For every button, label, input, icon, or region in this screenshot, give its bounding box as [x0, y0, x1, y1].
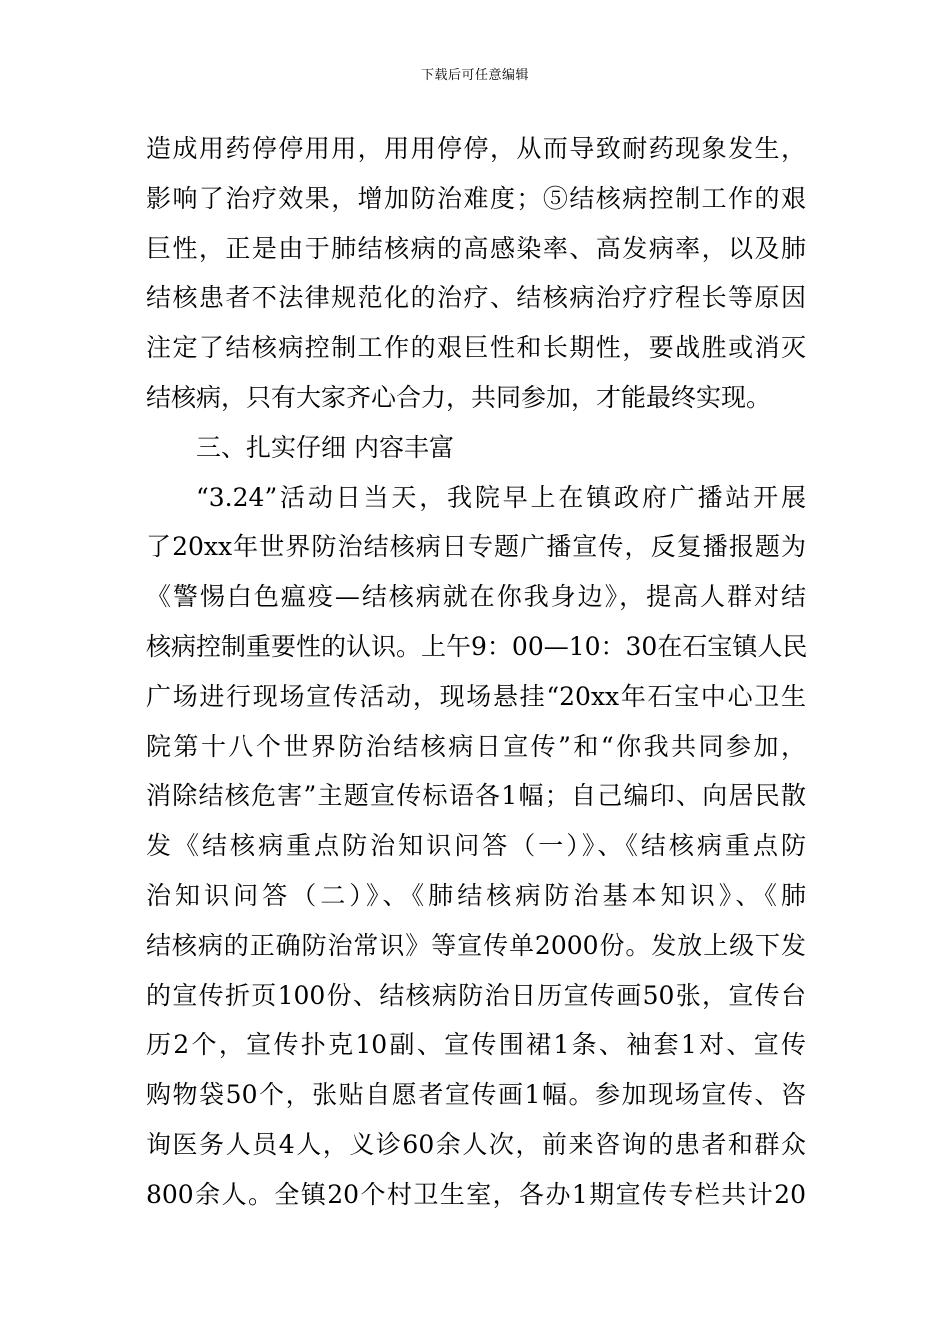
text-line: 发《结核病重点防治知识问答（一）》、《结核病重点防 — [146, 831, 806, 861]
document-body — [146, 124, 806, 1220]
text-line: 广场进行现场宣传活动，现场悬挂“20xx年石宝中心卫生 — [146, 681, 806, 711]
text-line: 的宣传折页100份、结核病防治日历宣传画50张，宣传台 — [146, 980, 806, 1010]
text-line: 了20xx年世界防治结核病日专题广播宣传，反复播报题为 — [146, 532, 806, 562]
text-line: 影响了治疗效果，增加防治难度；⑤结核病控制工作的艰 — [146, 183, 806, 213]
text-line: 历2个，宣传扑克10副、宣传围裙1条、袖套1对、宣传 — [146, 1030, 806, 1060]
text-line: 治知识问答（二）》、《肺结核病防治基本知识》、《肺 — [146, 880, 806, 910]
text-line: 消除结核危害”主题宣传标语各1幅；自己编印、向居民散 — [146, 781, 806, 811]
text-line: 800余人。全镇20个村卫生室，各办1期宣传专栏共计20 — [146, 1179, 806, 1209]
text-line: 询医务人员4人，义诊60余人次，前来咨询的患者和群众 — [146, 1129, 806, 1159]
text-line: 院第十八个世界防治结核病日宣传”和“你我共同参加， — [146, 731, 806, 761]
text-line: 《警惕白色瘟疫—结核病就在你我身边》，提高人群对结 — [146, 582, 806, 612]
text-line: “3.24”活动日当天，我院早上在镇政府广播站开展 — [196, 482, 806, 512]
text-line: 结核病的正确防治常识》等宣传单2000份。发放上级下发 — [146, 930, 806, 960]
text-line: 注定了结核病控制工作的艰巨性和长期性，要战胜或消灭 — [146, 333, 806, 363]
text-line: 三、扎实仔细 内容丰富 — [196, 432, 454, 462]
text-line: 结核患者不法律规范化的治疗、结核病治疗疗程长等原因 — [146, 283, 806, 313]
text-line: 结核病，只有大家齐心合力，共同参加，才能最终实现。 — [146, 382, 772, 412]
text-line: 购物袋50个，张贴自愿者宣传画1幅。参加现场宣传、咨 — [146, 1080, 806, 1110]
text-line: 造成用药停停用用，用用停停，从而导致耐药现象发生， — [146, 134, 806, 163]
page-header: 下载后可任意编辑 — [420, 68, 529, 83]
text-line: 核病控制重要性的认识。上午9：00—10：30在石宝镇人民 — [146, 631, 808, 661]
text-line: 巨性，正是由于肺结核病的高感染率、高发病率，以及肺 — [146, 233, 806, 263]
